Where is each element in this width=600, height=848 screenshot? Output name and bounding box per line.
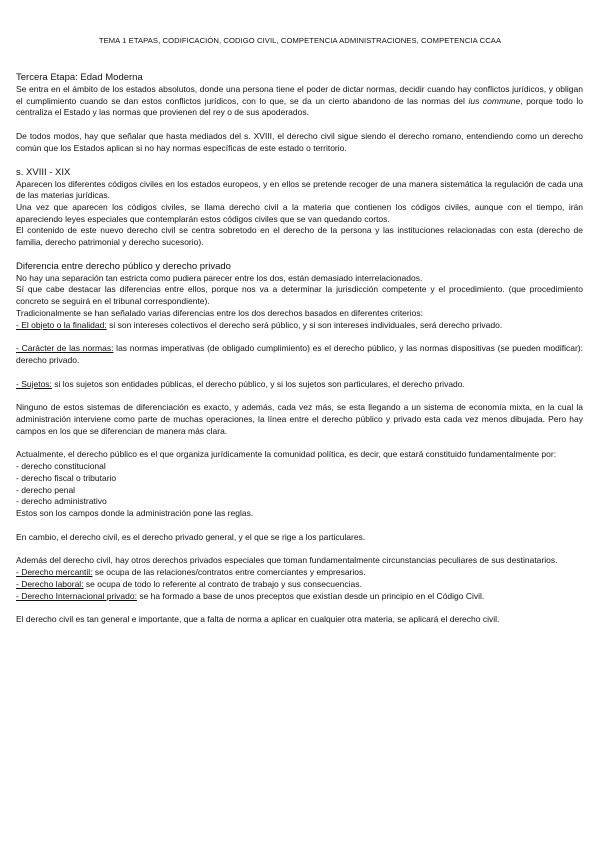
paragraph: Una vez que aparecen los códigos civiles, se llama derecho civil a la materia que contienen los códigos civiles, aunque con el tiempo, irán apareciendo leyes especiales que contemplarán estos códigos civiles que se van quedando cortos. [16, 201, 583, 224]
paragraph: El contenido de este nuevo derecho civil se centra sobretodo en el derecho de la persona y las instituciones relacionadas con esta (derecho de familia, derecho patrimonial y derecho sucesorio). [16, 225, 583, 248]
derecho-laboral: - Derecho laboral: se ocupa de todo lo referente al contrato de trabajo y sus consecuencias. [16, 578, 362, 589]
paragraph: De todos modos, hay que señalar que hasta mediados del s. XVIII, el derecho civil sigue siendo el derecho romano, entendiendo como un derecho común que los Estados aplican si no hay normas específicas de este estado o territorio. [16, 131, 583, 153]
paragraph: Actualmente, el derecho público es el que organiza jurídicamente la comunidad política, es decir, que estará constituido fundamentalmente por: [16, 449, 557, 460]
criterion-objeto: - El objeto o la finalidad: si son intereses colectivos el derecho será público, y si son intereses individuales, será derecho privado. [16, 319, 503, 330]
paragraph: Además del derecho civil, hay otros derechos privados especiales que toman fundamentalmente circunstancias peculiares de sus destinatarios. [16, 555, 558, 566]
list-item: - derecho constitucional [16, 461, 106, 472]
paragraph: Estos son los campos donde la administración pone las reglas. [16, 507, 254, 518]
section-heading-siglos: s. XVIII - XIX [16, 166, 71, 178]
section-heading-edad-moderna: Tercera Etapa: Edad Moderna [16, 72, 143, 83]
paragraph: El derecho civil es tan general e importante, que a falta de norma a aplicar en cualquier otra materia, se aplicará el derecho civil. [16, 614, 500, 625]
derecho-mercantil: - Derecho mercantil: se ocupa de las relaciones/contratos entre comerciantes y empresarios. [16, 567, 366, 578]
document-body [16, 72, 583, 626]
criterion-caracter: - Carácter de las normas: las normas imperativas (de obligado cumplimiento) es el derecho público, y las normas dispositivas (se pueden modificar): derecho privado. [16, 343, 583, 365]
paragraph: Tradicionalmente se han señalado varias diferencias entre los dos derechos basados en diferentes criterios: [16, 307, 423, 318]
list-item: - derecho penal [16, 484, 76, 495]
paragraph: Sí que cabe destacar las diferencias entre ellos, porque nos va a determinar la jurisdicción competente y el procedimiento. (que procedimiento concreto se seguirá en el tribunal correspondiente). [16, 284, 583, 307]
paragraph: Aparecen los diferentes códigos civiles en los estados europeos, y en ellos se pretende recoger de una manera sistemática la regulación de cada una de las materias jurídicas. [16, 178, 583, 201]
section-heading-diferencia: Diferencia entre derecho público y derecho privado [16, 260, 231, 272]
list-item: - derecho administrativo [16, 496, 107, 507]
criterion-sujetos: - Sujetos: si los sujetos son entidades públicas, el derecho público, y si los sujetos son particulares, el derecho privado. [16, 378, 465, 389]
derecho-internacional-privado: - Derecho Internacional privado: se ha formado a base de unos preceptos que existían desde un principio en el Código Civil. [16, 590, 485, 601]
paragraph: No hay una separación tan estricta como pudiera parecer entre los dos, están demasiado interrelacionados. [16, 272, 423, 283]
paragraph: Ninguno de estos sistemas de diferenciación es exacto, y además, cada vez más, se esta llegando a un sistema de economía mixta, en la cual la administración interviene como parte de muchas operaciones, la línea entre el derecho público y privado esta cada vez menos dibujada. Pero hay campos en los que se diferencian de manera más clara. [16, 402, 583, 436]
paragraph: Se entra en el ámbito de los estados absolutos, donde una persona tiene el poder de dictar normas, decidir cuando hay conflictos jurídicos, y obligan el cumplimiento cuando se dan estos conflictos jurídicos, con lo que, se da un cierto abandono de las normas del ius commune, porque todo lo centraliza el Estado y las normas que provienen del rey o de sus apoderados. [16, 84, 583, 118]
document-header: TEMA 1 ETAPAS, CODIFICACIÓN, CODIGO CIVIL, COMPETENCIA ADMINISTRACIONES, COMPETENCIA CCAA [98, 36, 502, 45]
list-item: - derecho fiscal o tributario [16, 472, 117, 483]
paragraph: En cambio, el derecho civil, es el derecho privado general, y el que se rige a los particulares. [16, 531, 366, 542]
